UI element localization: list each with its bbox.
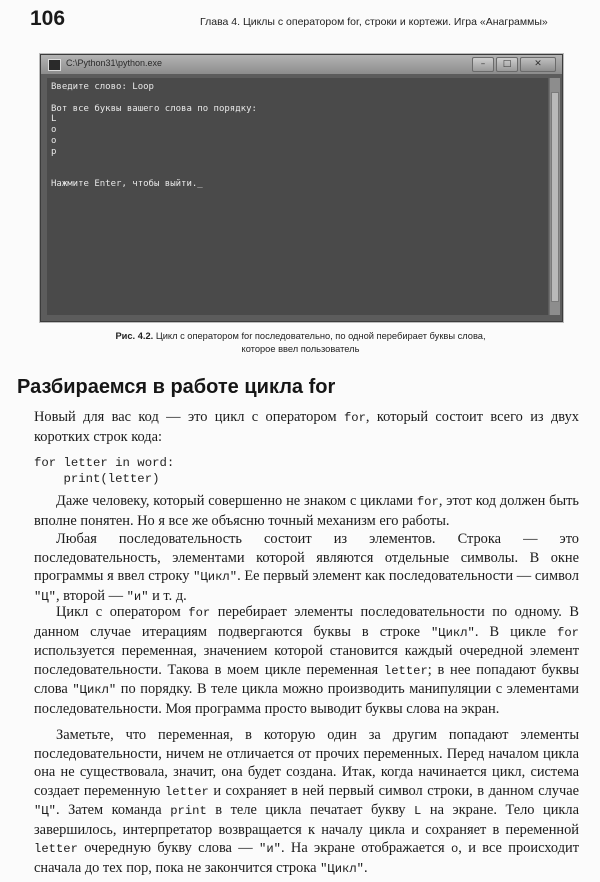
paragraph-sequence [34,530,579,606]
text: ; в нее попадают буквы слова [34,661,579,697]
text: Любая последовательность состоит из элементов. Строка — это последовательность, элементами которой являются отдельные символы. В окне программы я ввел строку [34,531,579,584]
paragraph-variable [34,726,579,878]
text: , этот код должен быть вполне понятен. Но я все же объясню точный механизм его работы. [34,493,579,529]
inline-code: for [343,411,366,425]
section-heading: Разбираемся в работе цикла for [17,376,336,398]
text: Новый для вас код — это цикл с оператором [34,409,344,425]
text: . [363,859,368,876]
window-title: C:\Python31\python.exe [66,58,163,68]
console-output [47,78,548,315]
inline-code: "Цикл" [72,683,117,697]
inline-code: "Цикл" [320,861,364,876]
page-number: 106 [30,7,66,30]
console-line [51,168,544,179]
window-titlebar [41,55,562,74]
inline-code: for [557,625,579,640]
console-line: Введите слово: Loop [51,82,154,92]
console-line: Вот все буквы вашего слова по порядку: [51,103,257,114]
console-line: o [51,135,57,146]
text: используется переменная, значением которой становится каждый очередной элемент последовательности. Такова в моем цикле переменная [34,643,579,678]
inline-code: letter [164,784,209,799]
text: . Ее первый элемент как последовательности — символ [237,568,579,584]
figure-label: Рис. 4.2. [115,331,154,341]
inline-code: L [414,804,422,818]
text: , который состоит всего из двух коротких строк кода: [34,409,579,445]
inline-code: "и" [126,589,149,604]
minimize-button[interactable]: – [472,57,494,72]
console-line: Нажмите Enter, чтобы выйти._ [51,179,203,190]
running-header: Глава 4. Циклы с оператором for, строки и кортежи. Игра «Анаграммы» [200,16,548,28]
paragraph-loop [34,603,579,718]
code-line: print(letter) [34,472,160,486]
console-line: o [51,125,57,136]
text: и сохраняет в ней первый символ строки, в данном случае [208,782,579,799]
inline-code: letter [34,842,78,856]
inline-code: for [188,606,211,620]
text: , второй — [55,587,127,604]
inline-code: letter [383,663,428,678]
text: . Затем команда [55,802,171,818]
text: и т. д. [148,587,187,604]
text: . В цикле [474,623,558,640]
paragraph-explanation [34,492,579,530]
window-controls [472,57,556,72]
text: перебирает элементы последовательности по одному. В данном случае итерациям подвергаются буквы в строке [34,604,579,640]
text: очередную букву слова — [77,840,260,856]
inline-code: print [170,804,207,818]
text: Цикл с оператором [56,604,189,620]
console-scrollbar[interactable] [549,78,560,315]
caption-text-line1: Цикл с оператором for последовательно, по одной перебирает буквы слова, [155,331,486,341]
inline-code: "Ц" [34,589,56,604]
text: Даже человеку, который совершенно не знаком с циклами [56,493,417,509]
text: по порядку. В теле цикла можно производить манипуляции с элементами последовательности. Моя программа просто выводит буквы слова на экран. [34,681,580,717]
paragraph-intro [34,408,579,446]
text: , и все происходит сначала до тех пор, пока не закончится строка [34,840,580,876]
inline-code: o [450,842,459,856]
inline-code: "Цикл" [193,570,238,584]
console-line: p [51,146,57,157]
scrollbar-thumb[interactable] [551,92,559,302]
code-block [34,455,174,487]
inline-code: for [416,495,439,509]
caption-text-line2: которое ввел пользователь [241,344,360,354]
inline-code: "и" [259,842,281,856]
text: на экране. Тело цикла завершилось, интерпретатор возвращается к началу цикла и сохраняет в переменной [34,802,579,838]
console-line: L [51,114,57,125]
inline-code: "Цикл" [430,625,475,640]
close-button[interactable]: ✕ [520,57,556,72]
text: . На экране отображается [280,840,451,856]
maximize-button[interactable]: □ [496,57,518,72]
console-line [51,158,544,169]
console-line [51,93,544,104]
inline-code: "Ц" [34,804,56,818]
code-line: for letter in word: [34,456,175,470]
console-app-icon [48,59,61,71]
console-window-figure [40,54,563,322]
text: в теле цикла печатает букву [206,802,414,818]
figure-caption [40,330,561,356]
text: Заметьте, что переменная, в которую один за другим попадают элементы последовательности, ничем не отличается от прочих переменных. Перед началом цикла она не существовала, значит, она будет создана. Итак, когда начинается цикл, система создает переменную [34,727,579,799]
